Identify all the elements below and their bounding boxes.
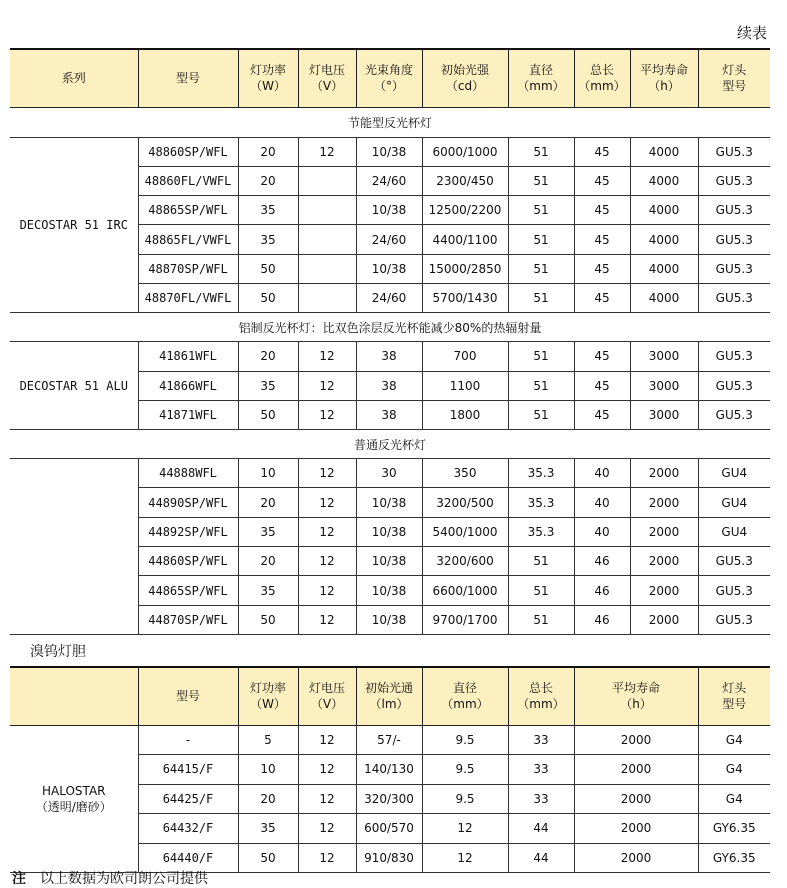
model-cell: 44865SP/WFL: [138, 576, 238, 605]
section-title: 节能型反光杯灯: [347, 115, 432, 130]
value-cell: 45: [574, 342, 630, 371]
value-cell: 44: [508, 814, 574, 844]
value-cell: 45: [574, 400, 630, 429]
model-cell: 41866WFL: [138, 371, 238, 400]
header-cell: 光束角度 （°）: [356, 49, 422, 107]
value-cell: 10/38: [356, 547, 422, 576]
value-cell: 5: [238, 725, 298, 755]
value-cell: 6600/1000: [422, 576, 508, 605]
value-cell: 12: [298, 725, 356, 755]
value-cell: 51: [508, 196, 574, 225]
lamp-spec-table: [10, 48, 770, 635]
value-cell: 10/38: [356, 196, 422, 225]
footnote-label: 注: [12, 871, 26, 887]
value-cell: 350: [422, 459, 508, 488]
value-cell: 20: [238, 166, 298, 195]
value-cell: 12: [298, 814, 356, 844]
section-title-row: [10, 430, 770, 459]
value-cell: 30: [356, 459, 422, 488]
value-cell: 50: [238, 843, 298, 873]
value-cell: 4000: [630, 283, 698, 312]
value-cell: 12: [298, 755, 356, 785]
value-cell: 35: [238, 517, 298, 546]
model-cell: 44860SP/WFL: [138, 547, 238, 576]
value-cell: GY6.35: [698, 814, 770, 844]
value-cell: 45: [574, 371, 630, 400]
value-cell: 4000: [630, 166, 698, 195]
value-cell: 20: [238, 342, 298, 371]
model-cell: -: [138, 725, 238, 755]
value-cell: 4000: [630, 225, 698, 254]
value-cell: 2000: [630, 459, 698, 488]
value-cell: 12: [298, 459, 356, 488]
model-cell: 48865FL/VWFL: [138, 225, 238, 254]
series-cell: [10, 459, 138, 635]
section-title: 铝制反光杯灯：比双色涂层反光杯能减少80%的热辐射量: [238, 320, 542, 335]
value-cell: 4000: [630, 254, 698, 283]
value-cell: 45: [574, 225, 630, 254]
value-cell: GU5.3: [698, 547, 770, 576]
value-cell: GU5.3: [698, 371, 770, 400]
value-cell: 40: [574, 517, 630, 546]
series-cell: DECOSTAR 51 ALU: [10, 342, 138, 430]
header-cell: 总长 （mm）: [574, 49, 630, 107]
model-cell: 64440/F: [138, 843, 238, 873]
value-cell: 140/130: [356, 755, 422, 785]
value-cell: 35.3: [508, 459, 574, 488]
header-row: [10, 667, 770, 725]
value-cell: 12: [422, 814, 508, 844]
model-cell: 64425/F: [138, 784, 238, 814]
value-cell: G4: [698, 784, 770, 814]
value-cell: 46: [574, 576, 630, 605]
value-cell: 320/300: [356, 784, 422, 814]
value-cell: 46: [574, 547, 630, 576]
value-cell: 3200/500: [422, 488, 508, 517]
value-cell: 38: [356, 371, 422, 400]
value-cell: GU5.3: [698, 254, 770, 283]
value-cell: 50: [238, 400, 298, 429]
value-cell: 24/60: [356, 283, 422, 312]
value-cell: 12: [298, 517, 356, 546]
value-cell: GU4: [698, 488, 770, 517]
section-title-row: [10, 313, 770, 342]
halogen-bulb-table: [10, 661, 770, 873]
value-cell: 12500/2200: [422, 196, 508, 225]
value-cell: 24/60: [356, 166, 422, 195]
header-cell: 系列: [10, 49, 138, 107]
model-cell: 48865SP/WFL: [138, 196, 238, 225]
value-cell: 3000: [630, 371, 698, 400]
value-cell: 600/570: [356, 814, 422, 844]
value-cell: 12: [298, 547, 356, 576]
value-cell: 12: [298, 605, 356, 634]
value-cell: 44: [508, 843, 574, 873]
value-cell: 9.5: [422, 755, 508, 785]
value-cell: [298, 166, 356, 195]
model-cell: 41871WFL: [138, 400, 238, 429]
value-cell: 45: [574, 137, 630, 166]
series-cell: HALOSTAR （透明/磨砂）: [10, 725, 138, 873]
section-title-row: [10, 107, 770, 137]
value-cell: 51: [508, 283, 574, 312]
model-cell: 48870FL/VWFL: [138, 283, 238, 312]
value-cell: GU4: [698, 517, 770, 546]
value-cell: 4000: [630, 196, 698, 225]
header-cell: 型号: [138, 49, 238, 107]
continued-label: 续表: [736, 24, 767, 42]
value-cell: 2000: [574, 784, 698, 814]
value-cell: 10/38: [356, 605, 422, 634]
value-cell: 10/38: [356, 137, 422, 166]
header-cell: 灯头 型号: [698, 49, 770, 107]
value-cell: GU5.3: [698, 576, 770, 605]
value-cell: 9.5: [422, 784, 508, 814]
value-cell: 10/38: [356, 254, 422, 283]
value-cell: 10: [238, 755, 298, 785]
value-cell: 3000: [630, 400, 698, 429]
value-cell: 10: [238, 459, 298, 488]
value-cell: 51: [508, 166, 574, 195]
value-cell: 910/830: [356, 843, 422, 873]
table-row: [10, 725, 770, 755]
value-cell: GU5.3: [698, 166, 770, 195]
value-cell: 51: [508, 400, 574, 429]
model-cell: 44870SP/WFL: [138, 605, 238, 634]
value-cell: 2000: [630, 576, 698, 605]
value-cell: GY6.35: [698, 843, 770, 873]
value-cell: 9.5: [422, 725, 508, 755]
value-cell: 9700/1700: [422, 605, 508, 634]
value-cell: [298, 283, 356, 312]
header-cell: 直径 （mm）: [508, 49, 574, 107]
value-cell: [298, 225, 356, 254]
value-cell: 45: [574, 196, 630, 225]
value-cell: 51: [508, 547, 574, 576]
value-cell: 51: [508, 137, 574, 166]
value-cell: 51: [508, 254, 574, 283]
value-cell: 10/38: [356, 576, 422, 605]
model-cell: 48860SP/WFL: [138, 137, 238, 166]
model-cell: 44888WFL: [138, 459, 238, 488]
table-row: [10, 342, 770, 371]
value-cell: [298, 196, 356, 225]
value-cell: 2000: [574, 725, 698, 755]
header-cell: 型号: [138, 667, 238, 725]
value-cell: 35: [238, 814, 298, 844]
value-cell: G4: [698, 725, 770, 755]
header-cell: 灯头 型号: [698, 667, 770, 725]
value-cell: 12: [298, 342, 356, 371]
value-cell: 57/-: [356, 725, 422, 755]
series-cell: DECOSTAR 51 IRC: [10, 137, 138, 313]
model-cell: 48870SP/WFL: [138, 254, 238, 283]
value-cell: 40: [574, 459, 630, 488]
value-cell: 46: [574, 605, 630, 634]
value-cell: 2000: [630, 488, 698, 517]
header-cell: 灯电压 （V）: [298, 49, 356, 107]
header-cell: 初始光强 （cd）: [422, 49, 508, 107]
header-cell: 灯功率 （W）: [238, 667, 298, 725]
header-cell: 初始光通 （lm）: [356, 667, 422, 725]
value-cell: 45: [574, 283, 630, 312]
model-cell: 44892SP/WFL: [138, 517, 238, 546]
value-cell: 20: [238, 488, 298, 517]
value-cell: 12: [298, 576, 356, 605]
value-cell: 50: [238, 254, 298, 283]
footnote: [12, 868, 208, 888]
value-cell: 3000: [630, 342, 698, 371]
value-cell: 12: [298, 488, 356, 517]
value-cell: 12: [298, 784, 356, 814]
value-cell: 2000: [630, 517, 698, 546]
value-cell: 51: [508, 605, 574, 634]
header-cell: 平均寿命 （h）: [574, 667, 698, 725]
value-cell: 20: [238, 547, 298, 576]
value-cell: 51: [508, 225, 574, 254]
value-cell: 33: [508, 725, 574, 755]
value-cell: 12: [298, 843, 356, 873]
value-cell: 50: [238, 605, 298, 634]
table-row: [10, 459, 770, 488]
value-cell: GU5.3: [698, 342, 770, 371]
value-cell: 35: [238, 225, 298, 254]
value-cell: 1100: [422, 371, 508, 400]
value-cell: 2000: [630, 547, 698, 576]
value-cell: 35: [238, 196, 298, 225]
table-row: [10, 137, 770, 166]
value-cell: 10/38: [356, 488, 422, 517]
value-cell: 12: [298, 400, 356, 429]
value-cell: 35.3: [508, 517, 574, 546]
value-cell: 700: [422, 342, 508, 371]
value-cell: 40: [574, 488, 630, 517]
header-cell: 灯电压 （V）: [298, 667, 356, 725]
value-cell: 3200/600: [422, 547, 508, 576]
value-cell: G4: [698, 755, 770, 785]
value-cell: 20: [238, 137, 298, 166]
value-cell: 5400/1000: [422, 517, 508, 546]
value-cell: 51: [508, 576, 574, 605]
value-cell: 2000: [630, 605, 698, 634]
value-cell: 35.3: [508, 488, 574, 517]
value-cell: 45: [574, 166, 630, 195]
value-cell: GU5.3: [698, 137, 770, 166]
value-cell: 50: [238, 283, 298, 312]
model-cell: 64432/F: [138, 814, 238, 844]
value-cell: 20: [238, 784, 298, 814]
section-title: 普通反光杯灯: [353, 437, 426, 452]
value-cell: GU5.3: [698, 400, 770, 429]
header-cell: 平均寿命 （h）: [630, 49, 698, 107]
value-cell: 45: [574, 254, 630, 283]
value-cell: 38: [356, 400, 422, 429]
value-cell: 4400/1100: [422, 225, 508, 254]
value-cell: 5700/1430: [422, 283, 508, 312]
value-cell: 51: [508, 371, 574, 400]
value-cell: 35: [238, 371, 298, 400]
value-cell: 33: [508, 755, 574, 785]
header-cell: 灯功率 （W）: [238, 49, 298, 107]
header-cell: [10, 667, 138, 725]
footnote-text: 以上数据为欧司朗公司提供: [40, 871, 208, 887]
value-cell: 33: [508, 784, 574, 814]
model-cell: 41861WFL: [138, 342, 238, 371]
value-cell: 15000/2850: [422, 254, 508, 283]
model-cell: 64415/F: [138, 755, 238, 785]
header-row: [10, 49, 770, 107]
model-cell: 48860FL/VWFL: [138, 166, 238, 195]
value-cell: 6000/1000: [422, 137, 508, 166]
value-cell: 2000: [574, 814, 698, 844]
value-cell: 12: [298, 137, 356, 166]
value-cell: 10/38: [356, 517, 422, 546]
value-cell: GU5.3: [698, 283, 770, 312]
value-cell: GU4: [698, 459, 770, 488]
value-cell: GU5.3: [698, 225, 770, 254]
value-cell: 24/60: [356, 225, 422, 254]
value-cell: 35: [238, 576, 298, 605]
value-cell: [298, 254, 356, 283]
value-cell: GU5.3: [698, 196, 770, 225]
value-cell: 2000: [574, 755, 698, 785]
model-cell: 44890SP/WFL: [138, 488, 238, 517]
header-cell: 直径 （mm）: [422, 667, 508, 725]
value-cell: 1800: [422, 400, 508, 429]
value-cell: 12: [422, 843, 508, 873]
value-cell: GU5.3: [698, 605, 770, 634]
section-title: 溴钨灯胆: [30, 644, 86, 660]
value-cell: 4000: [630, 137, 698, 166]
value-cell: 51: [508, 342, 574, 371]
value-cell: 12: [298, 371, 356, 400]
value-cell: 2000: [574, 843, 698, 873]
header-cell: 总长 （mm）: [508, 667, 574, 725]
value-cell: 2300/450: [422, 166, 508, 195]
value-cell: 38: [356, 342, 422, 371]
